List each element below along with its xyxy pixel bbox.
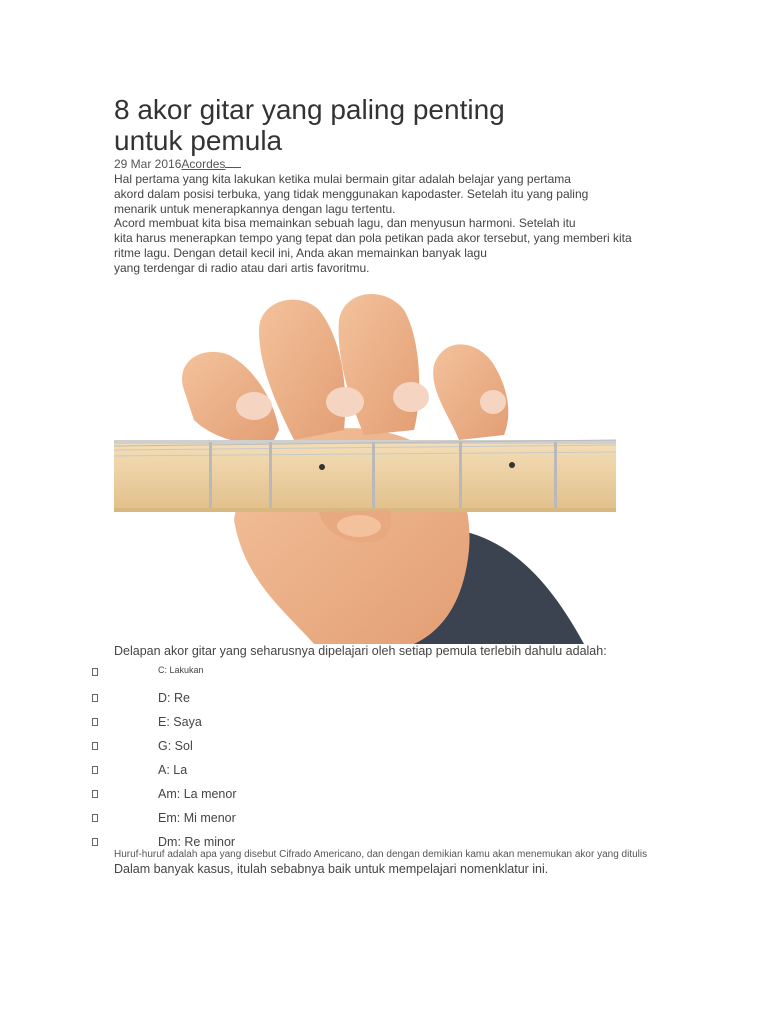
bullet-icon: [92, 838, 98, 846]
chord-label: E: Saya: [158, 715, 202, 729]
intro-line: ritme lagu. Dengan detail kecil ini, Anda akan memainkan banyak lagu: [114, 245, 487, 260]
list-item: [0, 714, 400, 734]
chord-label: Dm: Re minor: [158, 835, 236, 849]
list-item: [0, 786, 400, 806]
list-item: [0, 738, 400, 758]
bullet-icon: [92, 790, 98, 798]
bullet-icon: [92, 766, 98, 774]
bullet-icon: [92, 668, 98, 676]
intro-line: akord dalam posisi terbuka, yang tidak menggunakan kapodaster. Setelah itu yang paling: [114, 186, 589, 201]
author-underline: [225, 157, 241, 168]
chord-label: Am: La menor: [158, 787, 237, 801]
bullet-icon: [92, 814, 98, 822]
article-author-link[interactable]: Acordes: [181, 157, 226, 171]
footnote: Huruf-huruf adalah apa yang disebut Cifrado Americano, dan dengan demikian kamu akan menemukan akor yang ditulis: [114, 849, 648, 860]
chord-label: D: Re: [158, 691, 190, 705]
bullet-icon: [92, 718, 98, 726]
chord-label: C: Lakukan: [158, 665, 204, 675]
article-title: [114, 94, 594, 156]
chord-label: G: Sol: [158, 739, 193, 753]
intro-line: Hal pertama yang kita lakukan ketika mulai bermain gitar adalah belajar yang pertama: [114, 172, 571, 186]
list-item: [0, 690, 400, 710]
article-intro: [114, 172, 714, 276]
article-date: 29 Mar 2016: [114, 157, 182, 171]
bullet-icon: [92, 742, 98, 750]
guitar-chord-photo: [114, 290, 616, 644]
list-item: [0, 810, 400, 830]
intro-line: Acord membuat kita bisa memainkan sebuah lagu, dan menyusun harmoni. Setelah itu: [114, 216, 576, 231]
intro-line: kita harus menerapkan tempo yang tepat dan pola petikan pada akor tersebut, yang memberi kita: [114, 231, 632, 246]
bullet-icon: [92, 694, 98, 702]
article-meta: [114, 157, 241, 172]
intro-line: yang terdengar di radio atau dari artis favoritmu.: [114, 260, 370, 275]
article-title-line-2: untuk pemula: [114, 125, 283, 156]
chord-label: A: La: [158, 763, 188, 777]
chord-list-intro: Delapan akor gitar yang seharusnya dipelajari oleh setiap pemula terlebih dahulu adalah:: [114, 644, 607, 658]
closing-paragraph: Dalam banyak kasus, itulah sebabnya baik untuk mempelajari nomenklatur ini.: [114, 862, 549, 876]
article-title-line-1: 8 akor gitar yang paling penting: [114, 94, 505, 125]
intro-line: menarik untuk menerapkannya dengan lagu tertentu.: [114, 201, 396, 216]
hand-on-fretboard-illustration: [114, 290, 616, 644]
chord-label: Em: Mi menor: [158, 811, 236, 825]
list-item: [0, 664, 400, 684]
list-item: [0, 762, 400, 782]
